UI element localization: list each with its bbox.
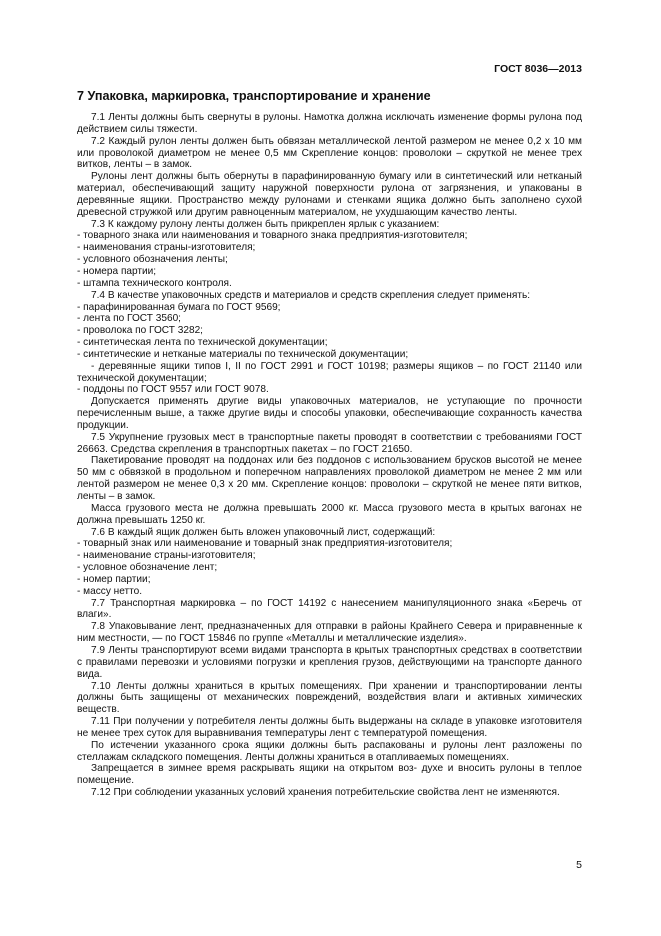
paragraph: Допускается применять другие виды упаковочных материалов, не уступающие по прочности перечисленным выше, а также другие виды и способы упаковки, обеспечивающие сохранность качества продукции. <box>77 396 582 431</box>
paragraph: 7.12 При соблюдении указанных условий хранения потребительские свойства лент не изменяются. <box>91 787 560 799</box>
paragraph: 7.6 В каждый ящик должен быть вложен упаковочный лист, содержащий: <box>91 526 436 538</box>
list-item: - синтетическая лента по технической документации; <box>77 337 328 349</box>
paragraph: Запрещается в зимнее время раскрывать ящики на открытом воз- духе и вносить рулоны в теплое помещение. <box>77 763 582 787</box>
list-item: - номер партии; <box>77 573 151 585</box>
paragraph: 7.2 Каждый рулон ленты должен быть обвязан металлической лентой размером не менее 0,2 х 10 мм или проволокой диаметром не менее 0,5 мм Скрепление концов: проволоки – скруткой не менее трех витков, ленты – в замок. <box>77 135 582 171</box>
list-item: - товарного знака или наименования и товарного знака предприятия-изготовителя; <box>77 230 468 242</box>
section-title: 7 Упаковка, маркировка, транспортирование и хранение <box>77 89 431 103</box>
paragraph: 7.3 К каждому рулону ленты должен быть прикреплен ярлык с указанием: <box>91 218 440 230</box>
section-body <box>77 112 582 799</box>
paragraph: 7.4 В качестве упаковочных средств и материалов и средств скрепления следует применять: <box>91 289 531 301</box>
paragraph: 7.10 Ленты должны храниться в крытых помещениях. При хранении и транспортировании ленты должны быть защищены от механических повреждений, воздействия влаги и активных химических веществ. <box>77 680 582 716</box>
paragraph: 7.8 Упаковывание лент, предназначенных для отправки в районы Крайнего Севера и приравненные к ним местности, — по ГОСТ 15846 по группе «Металлы и металлические изделия». <box>77 621 582 645</box>
paragraph: 7.1 Ленты должны быть свернуты в рулоны. Намотка должна исключать изменение формы рулона под действием силы тяжести. <box>77 112 582 135</box>
paragraph: 7.5 Укрупнение грузовых мест в транспортные пакеты проводят в соответствии с требованиями ГОСТ 26663. Средства скрепления в транспортных пакетах – по ГОСТ 21650. <box>77 431 582 455</box>
list-item: - массу нетто. <box>77 585 143 597</box>
page-number: 5 <box>576 859 582 871</box>
list-item: - штампа технического контроля. <box>77 277 232 289</box>
list-item: - номера партии; <box>77 265 157 277</box>
list-item: - наименования страны-изготовителя; <box>77 242 256 254</box>
list-item: - условное обозначение лент; <box>77 562 218 574</box>
paragraph: Пакетирование проводят на поддонах или без поддонов с использованием брусков высотой не менее 50 мм с обвязкой в продольном и поперечном направлениях проволокой диаметром не менее 2 мм или лентой размером не менее 0,3 х 20 мм. Скрепление концов: проволоки – скруткой не менее пяти витков, ленты – в замок. <box>77 455 582 502</box>
paragraph: По истечении указанного срока ящики должны быть распакованы и рулоны лент разложены по стеллажам складского помещения. Ленты должны храниться в отапливаемых помещениях. <box>77 739 582 763</box>
paragraph: Масса грузового места не должна превышать 2000 кг. Масса грузового места в крытых вагонах не должна превышать 1250 кг. <box>77 502 582 526</box>
list-item: - лента по ГОСТ 3560; <box>77 313 181 325</box>
paragraph: 7.11 При получении у потребителя ленты должны быть выдержаны на складе в упаковке изготовителя не менее трех суток для выравнивания температуры лент с температурой помещения. <box>77 716 582 739</box>
list-item: - парафинированная бумага по ГОСТ 9569; <box>77 301 281 313</box>
list-item: - товарный знак или наименование и товарный знак предприятия-изготовителя; <box>77 538 453 550</box>
paragraph: 7.7 Транспортная маркировка – по ГОСТ 14192 с нанесением манипуляционного знака «Беречь от влаги». <box>77 597 582 621</box>
list-item: - проволока по ГОСТ 3282; <box>77 325 203 337</box>
paragraph: 7.9 Ленты транспортируют всеми видами транспорта в крытых транспортных средствах в соответствии с правилами перевозки и условиями погрузки и крепления грузов, действующими на транспорте данного вида. <box>77 644 582 680</box>
list-item: - синтетические и нетканые материалы по технической документации; <box>77 348 409 360</box>
list-item: - условного обозначения ленты; <box>77 254 228 266</box>
paragraph: Рулоны лент должны быть обернуты в парафинированную бумагу или в синтетический или нетканый материал, обеспечивающий защиту наружной поверхности рулона от загрязнения, и упакованы в деревянные ящики. Пространство между рулонами и стенками ящика должно быть заполнено сухой древесной стружкой или другим равноценным материалом, не ухудшающим качество ленты. <box>77 171 582 218</box>
list-item: - наименование страны-изготовителя; <box>77 550 256 562</box>
list-item: - поддоны по ГОСТ 9557 или ГОСТ 9078. <box>77 384 269 396</box>
document-code: ГОСТ 8036—2013 <box>494 63 582 75</box>
paragraph: - деревянные ящики типов I, II по ГОСТ 2991 и ГОСТ 10198; размеры ящиков – по ГОСТ 21140 или технической документации; <box>77 360 582 384</box>
